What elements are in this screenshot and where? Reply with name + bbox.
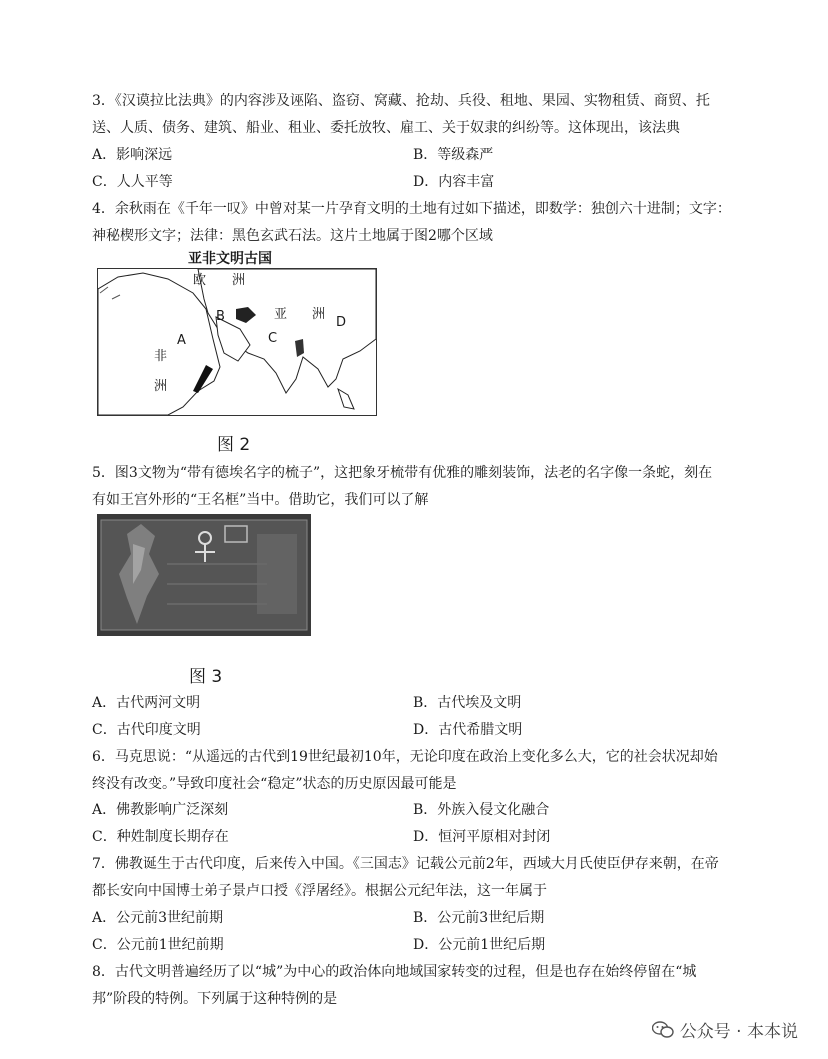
q8-stem-line2: 邦”阶段的特例。下列属于这种特例的是 bbox=[92, 991, 338, 1007]
q4-stem-line2: 神秘楔形文字；法律：黑色玄武石法。这片土地属于图2哪个区域 bbox=[92, 228, 493, 244]
q5-option-b: B．古代埃及文明 bbox=[413, 695, 522, 711]
map-title: 亚非文明古国 bbox=[188, 251, 272, 267]
q3-option-c: C．人人平等 bbox=[92, 174, 173, 190]
island-shape bbox=[338, 389, 354, 409]
q7-stem-line2: 都长安向中国博士弟子景卢口授《浮屠经》。根据公元纪年法，这一年属于 bbox=[92, 883, 547, 899]
map-label-africa-2: 洲 bbox=[154, 379, 168, 394]
q8-stem-line1: 8．古代文明普遍经历了以“城”为中心的政治体向地域国家转变的过程，但是也存在始终停留在“城 bbox=[92, 964, 697, 980]
figure-3-caption: 图 3 bbox=[189, 667, 223, 687]
q7-stem-line1: 7．佛教诞生于古代印度，后来传入中国。《三国志》记载公元前2年，西域大月氏使臣伊存来朝，在帝 bbox=[92, 856, 719, 872]
comb-illustration bbox=[97, 514, 311, 636]
map-label-asia-1: 亚 bbox=[274, 307, 288, 322]
map-illustration bbox=[98, 269, 376, 415]
q6-option-c: C．种姓制度长期存在 bbox=[92, 829, 229, 845]
q5-option-c: C．古代印度文明 bbox=[92, 722, 201, 738]
q6-option-d: D．恒河平原相对封闭 bbox=[413, 829, 551, 845]
q6-stem-line2: 终没有改变。”导致印度社会“稳定”状态的历史原因最可能是 bbox=[92, 776, 457, 792]
ivory-comb-photo bbox=[97, 514, 311, 636]
watermark bbox=[652, 1017, 798, 1042]
q5-option-a: A．古代两河文明 bbox=[92, 695, 201, 711]
q7-option-b: B．公元前3世纪后期 bbox=[413, 910, 545, 926]
q6-option-a: A．佛教影响广泛深刻 bbox=[92, 802, 229, 818]
q3-option-b: B．等级森严 bbox=[413, 147, 494, 163]
map-label-a: A bbox=[177, 333, 186, 348]
map-label-europe-2: 洲 bbox=[232, 273, 246, 288]
q5-stem-line2: 有如王宫外形的“王名框”当中。借助它，我们可以了解 bbox=[92, 492, 429, 508]
map-label-c: C bbox=[268, 331, 278, 346]
wechat-icon bbox=[652, 1021, 674, 1039]
q5-stem-line1: 5．图3文物为“带有德埃名字的梳子”，这把象牙梳带有优雅的雕刻装饰，法老的名字像一条蛇，刻在 bbox=[92, 465, 713, 481]
figure-2-caption: 图 2 bbox=[217, 435, 251, 455]
civilizations-map bbox=[97, 268, 377, 416]
q6-option-b: B．外族入侵文化融合 bbox=[413, 802, 550, 818]
q5-option-d: D．古代希腊文明 bbox=[413, 722, 523, 738]
q3-stem-line1: 3．《汉谟拉比法典》的内容涉及诬陷、盗窃、窝藏、抢劫、兵役、租地、果园、实物租赁、商贸、托 bbox=[92, 93, 710, 109]
q3-stem-line2: 送、人质、债务、建筑、船业、租业、委托放牧、雇工、关于奴隶的纠纷等。这体现出，该法典 bbox=[92, 120, 680, 136]
q3-option-d: D．内容丰富 bbox=[413, 174, 495, 190]
map-label-europe-1: 欧 bbox=[193, 273, 207, 288]
q6-stem-line1: 6．马克思说：“从遥远的古代到19世纪最初10年，无论印度在政治上变化多么大，它的社会状况却始 bbox=[92, 749, 718, 765]
q7-option-c: C．公元前1世纪前期 bbox=[92, 937, 224, 953]
map-label-b: B bbox=[216, 309, 225, 324]
map-label-d: D bbox=[336, 315, 347, 330]
q4-stem-line1: 4．余秋雨在《千年一叹》中曾对某一片孕育文明的土地有过如下描述，即数学：独创六十进制；文字： bbox=[92, 201, 731, 217]
q3-option-a: A．影响深远 bbox=[92, 147, 173, 163]
q7-option-d: D．公元前1世纪后期 bbox=[413, 937, 546, 953]
q7-option-a: A．公元前3世纪前期 bbox=[92, 910, 224, 926]
map-label-asia-2: 洲 bbox=[312, 307, 326, 322]
map-label-africa-1: 非 bbox=[154, 349, 168, 364]
watermark-text: 公众号 · 本本说 bbox=[679, 1022, 798, 1042]
